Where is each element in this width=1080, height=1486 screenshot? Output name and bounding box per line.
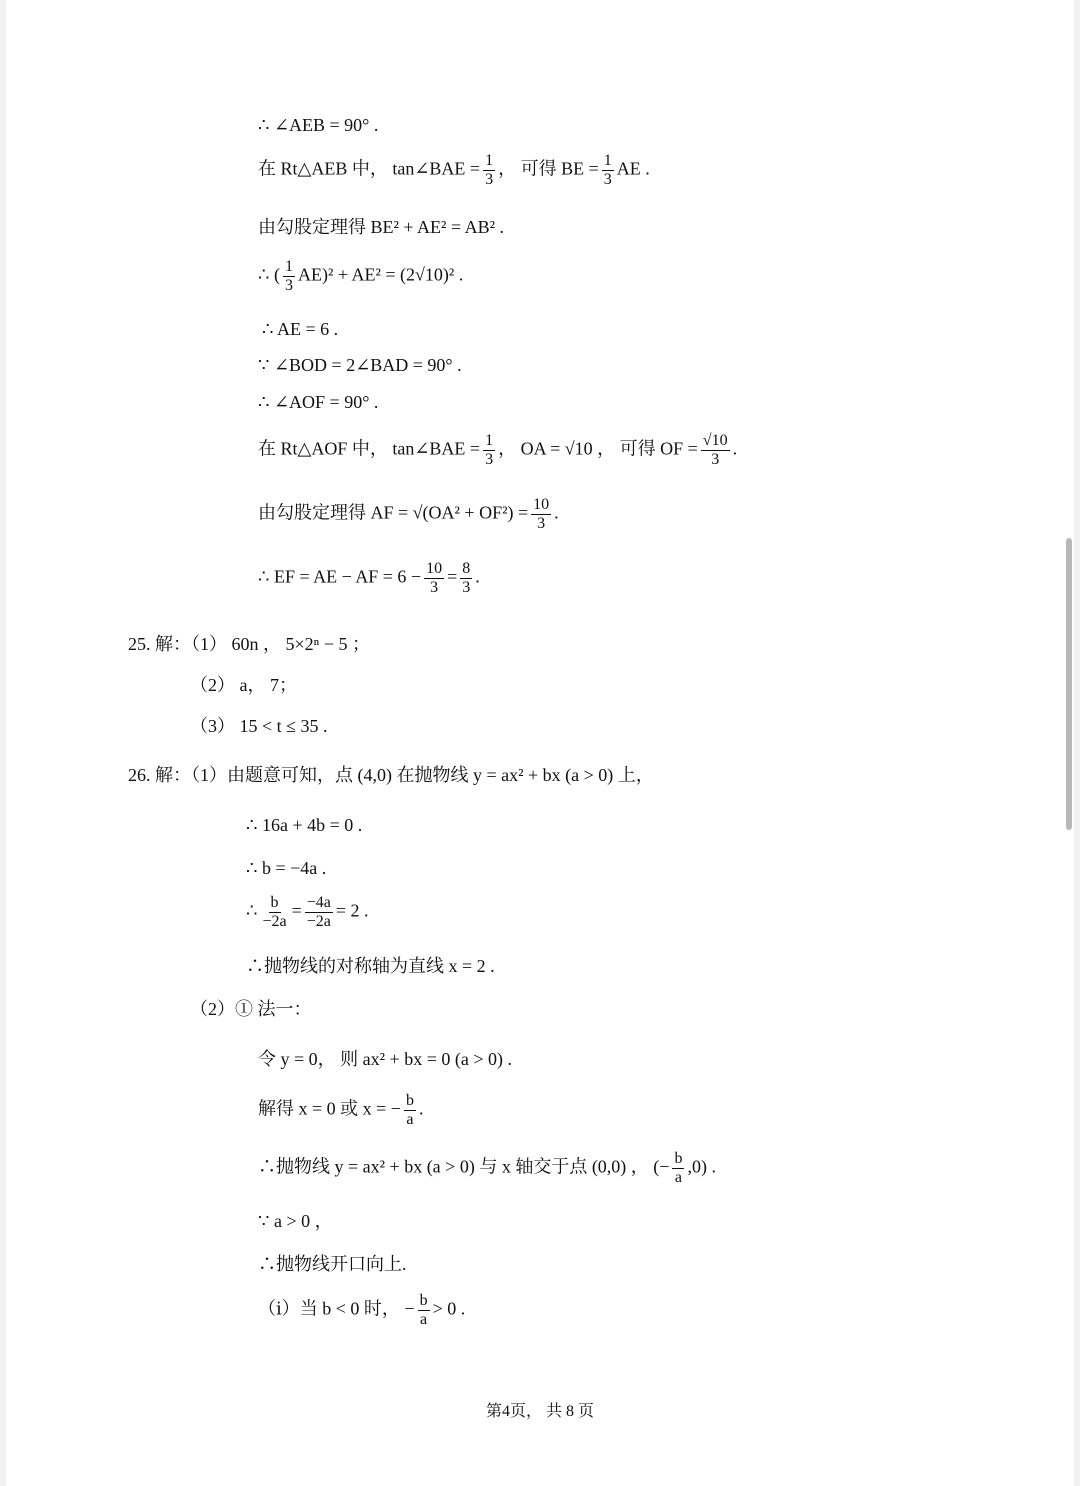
text-line: ∴ $\frac{b}{-2a}$ = $\frac{-4a}{-2a}$ = 2 . <box>246 894 369 930</box>
left-page-edge <box>0 0 6 1486</box>
text-line: 由勾股定理得 AF = √(OA² + OF²) = $\frac{10}{3}$ . <box>258 496 559 532</box>
text-line: 在 Rt△AOF 中， tan∠BAE = $\frac{1}{3}$ ， OA = √10 ， 可得 OF = $\frac{√10}{3}$ . <box>258 432 738 468</box>
question-26: 26. 解：（1）由题意可知，点 (4,0) 在抛物线 y = ax² + bx (a > 0) 上， <box>128 765 654 785</box>
text-line: ∴ ∠AOF = 90° . <box>258 392 379 412</box>
fraction: $\frac{1}{3}$ <box>603 152 612 188</box>
text-line: （2）① 法一： <box>190 999 312 1019</box>
text-line: ∴ ∠AEB = 90° . <box>258 115 379 135</box>
text-line: ∴ EF = AE − AF = 6 − $\frac{10}{3}$ = $\frac{8}{3}$ . <box>258 560 480 596</box>
page-footer: 第4页， 共 8 页 <box>485 1403 594 1420</box>
text-line: 解得 x = 0 或 x = − $\frac{b}{a}$ . <box>258 1092 424 1128</box>
fraction: $\frac{8}{3}$ <box>462 560 471 596</box>
fraction: $\frac{1}{3}$ <box>284 258 293 294</box>
fraction: $\frac{b}{-2a}$ <box>262 894 287 930</box>
text-line: ∴ ( $\frac{1}{3}$ AE)² + AE² = (2√10)² . <box>258 258 464 294</box>
text-line: 在 Rt△AEB 中， tan∠BAE = $\frac{1}{3}$ ， 可得 BE = $\frac{1}{3}$ AE . <box>258 152 650 188</box>
fraction: $\frac{-4a}{-2a}$ <box>306 894 331 930</box>
text-line: ∵ ∠BOD = 2∠BAD = 90° . <box>258 355 462 375</box>
fraction: $\frac{1}{3}$ <box>485 152 494 188</box>
text-line: （3） 15 < t ≤ 35 . <box>190 716 328 736</box>
fraction: $\frac{√10}{3}$ <box>702 432 728 468</box>
fraction: $\frac{b}{a}$ <box>405 1092 414 1128</box>
text-line: ∴抛物线 y = ax² + bx (a > 0) 与 x 轴交于点 (0,0) ， (− $\frac{b}{a}$ ,0) . <box>258 1150 716 1186</box>
text-line: ∴抛物线开口向上. <box>258 1254 407 1274</box>
text-line: 令 y = 0， 则 ax² + bx = 0 (a > 0) . <box>258 1049 512 1069</box>
scrollbar-thumb[interactable] <box>1066 538 1072 830</box>
text-line: ∴ b = −4a . <box>246 858 327 878</box>
text-line: （2） a， 7； <box>190 675 297 695</box>
fraction: $\frac{b}{a}$ <box>419 1292 428 1328</box>
question-25: 25. 解：（1） 60n ， 5×2ⁿ − 5 ； <box>128 634 370 654</box>
text-line: ∴抛物线的对称轴为直线 x = 2 . <box>246 956 495 976</box>
fraction: $\frac{10}{3}$ <box>426 560 443 596</box>
fraction: $\frac{b}{a}$ <box>674 1150 683 1186</box>
right-page-edge <box>1074 0 1080 1486</box>
fraction: $\frac{1}{3}$ <box>485 432 494 468</box>
text-line: 由勾股定理得 BE² + AE² = AB² . <box>258 217 505 237</box>
text-line: （ⅰ）当 b < 0 时， − $\frac{b}{a}$ > 0 . <box>258 1292 466 1328</box>
text-line: ∴ 16a + 4b = 0 . <box>246 815 363 835</box>
text-line: ∴ AE = 6 . <box>262 319 339 339</box>
text-line: ∵ a > 0 ， <box>258 1211 333 1231</box>
fraction: $\frac{10}{3}$ <box>533 496 550 532</box>
